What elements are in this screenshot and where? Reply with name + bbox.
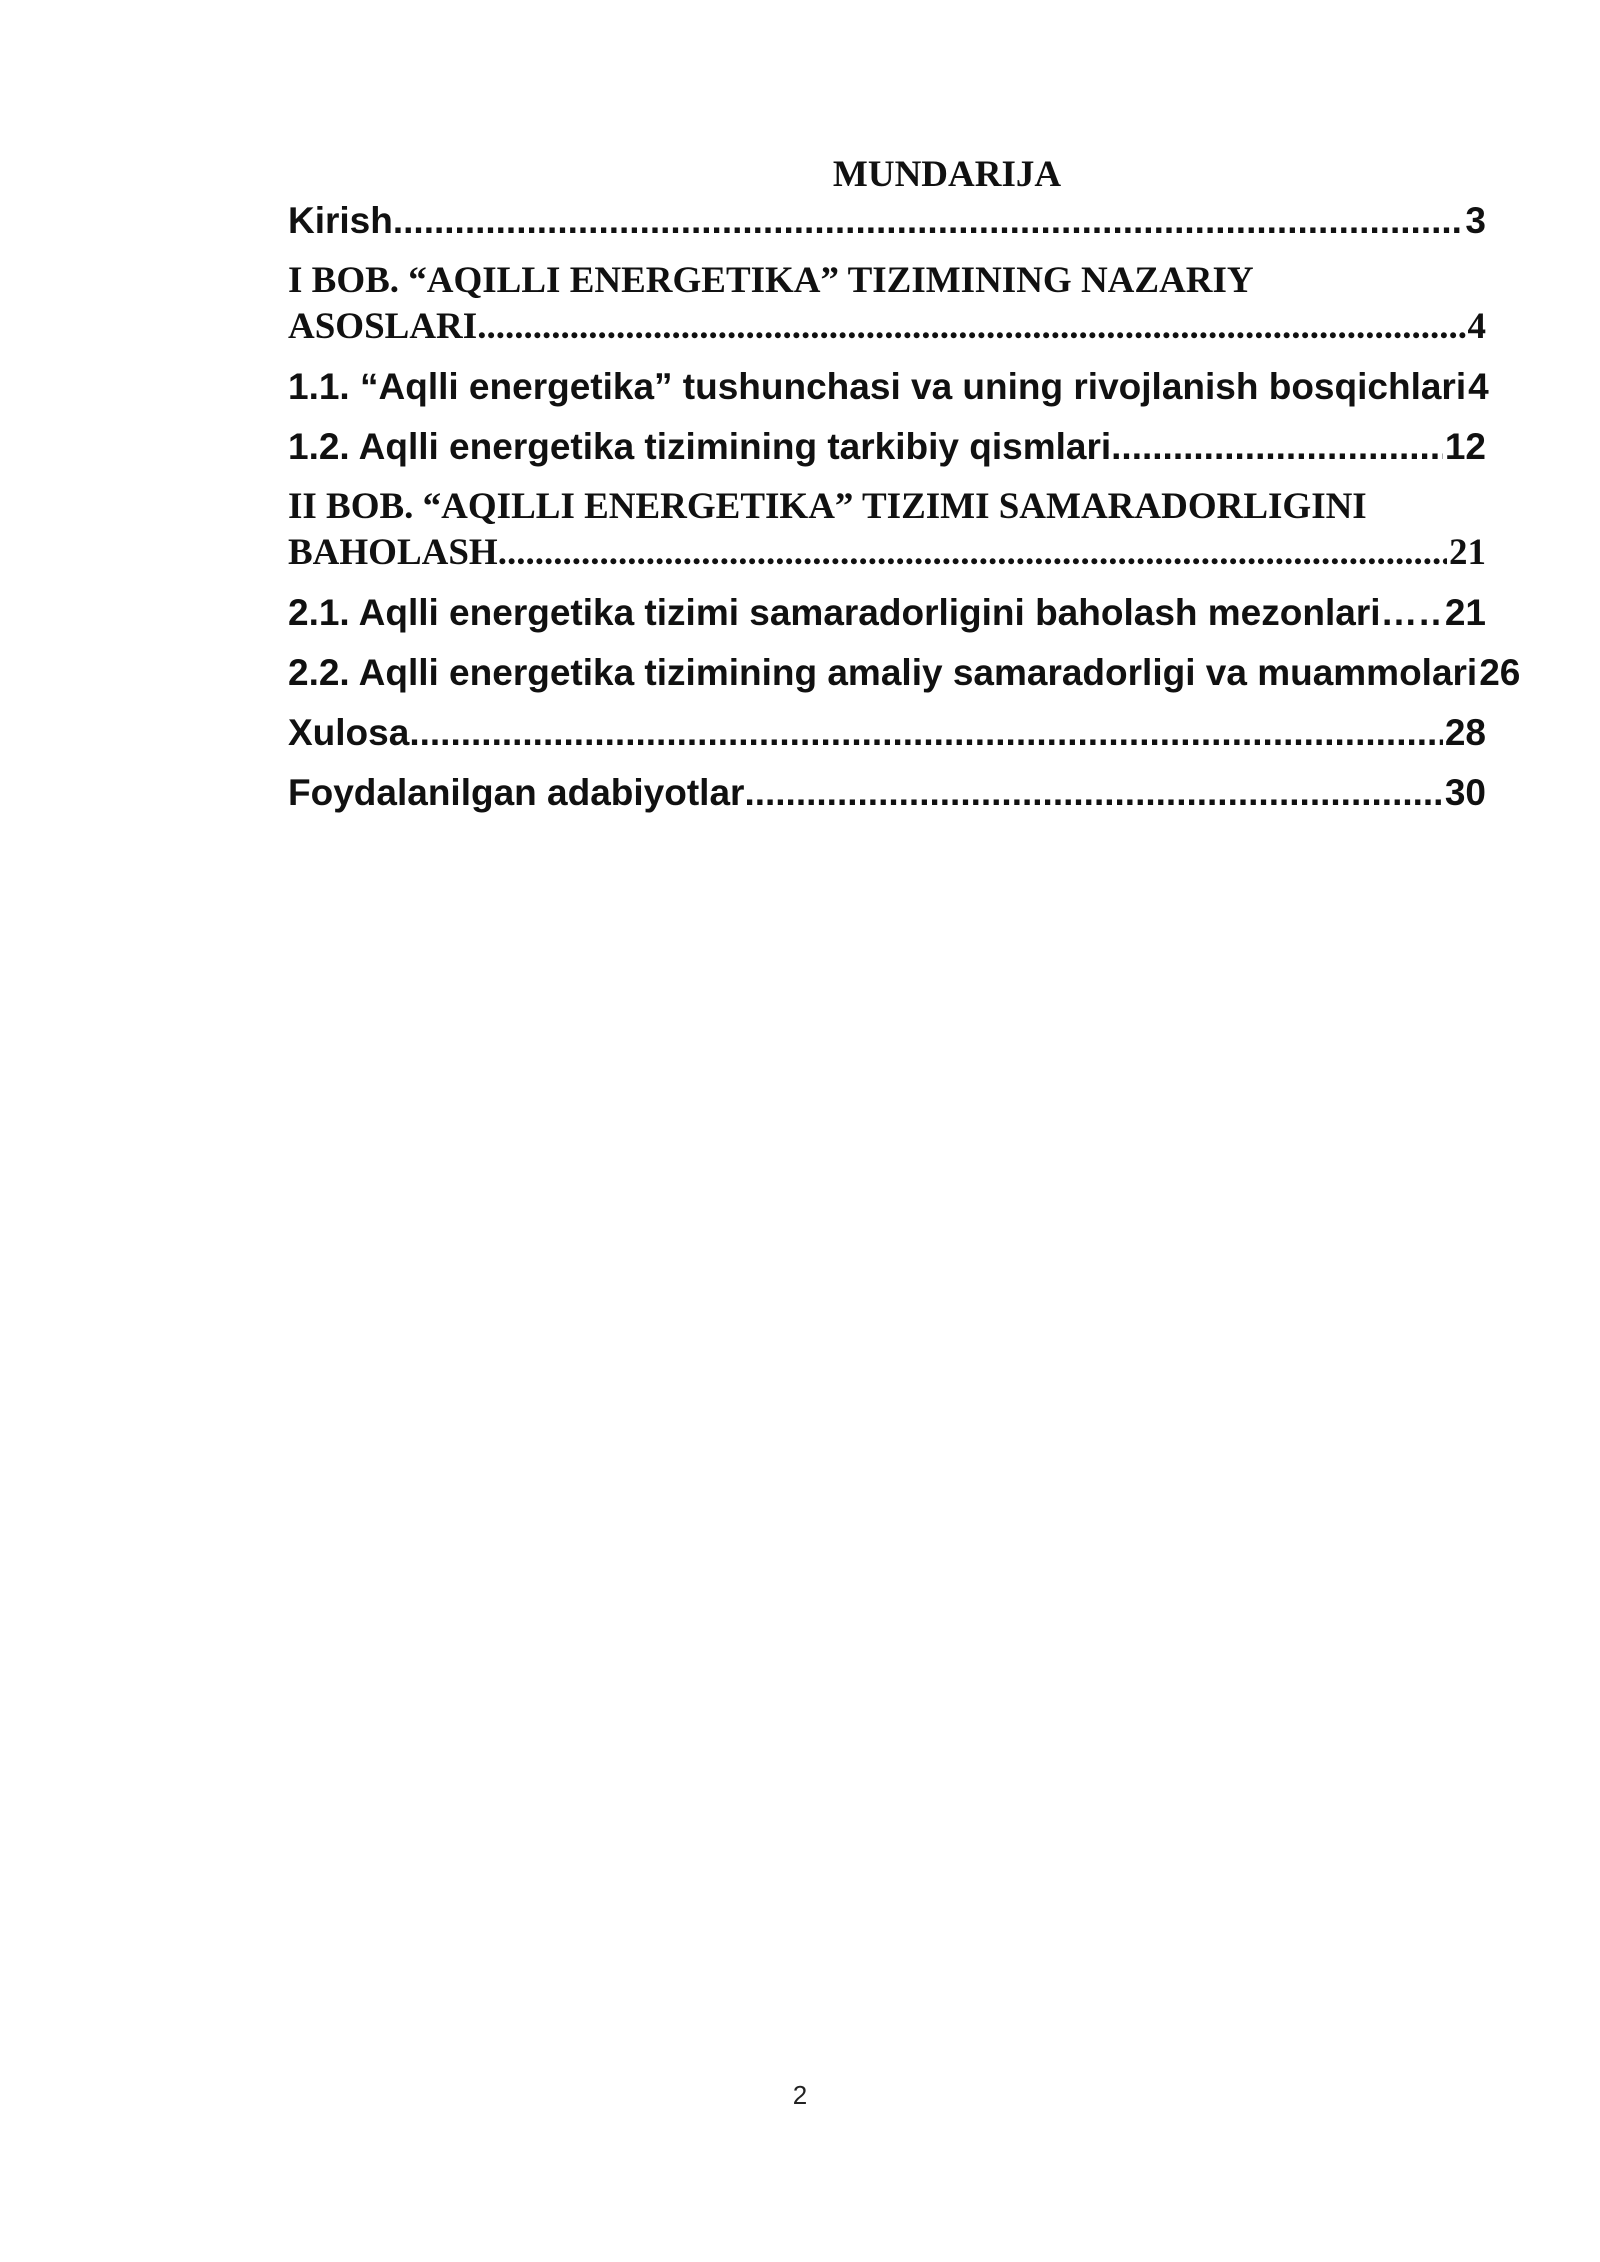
toc-entry-page: 4 [1468,366,1489,407]
toc-dot-leader [744,770,1442,816]
toc-dot-leader [477,304,1465,350]
toc-entry-section-2-2 [288,650,1521,696]
toc-entry-section-2-1 [288,590,1486,636]
toc-entry-label: ASOSLARI [288,306,478,347]
toc-entry-label: 1.1. “Aqlli energetika” tushunchasi va uning rivojlanish bosqichlari [288,366,1467,407]
table-of-contents [288,152,1521,816]
toc-title: MUNDARIJA [832,154,1062,195]
page-number: 2 [792,2080,808,2110]
toc-entry-label: Xulosa [288,712,410,753]
toc-entry-label: 1.2. Aqlli energetika tizimining tarkibiy qismlari [288,426,1112,467]
toc-dot-leader [393,198,1464,244]
toc-entry-section-1-1 [288,364,1489,410]
toc-entry-label: Foydalanilgan adabiyotlar [288,772,745,813]
toc-entry-references [288,770,1486,816]
toc-entry-chapter-2 [288,484,1486,576]
toc-entry-kirish [288,198,1486,244]
toc-dot-leader [409,710,1443,756]
toc-entry-xulosa [288,710,1486,756]
toc-entry-section-1-2 [288,424,1486,470]
toc-entry-page: 28 [1444,712,1486,753]
toc-entry-page: 21 [1449,532,1486,573]
toc-entry-page: 3 [1465,200,1486,241]
toc-entry-label: 2.1. Aqlli energetika tizimi samaradorligini baholash mezonlari [288,592,1381,633]
toc-entry-page: 26 [1479,652,1521,693]
toc-dot-leader [1381,590,1443,636]
toc-entry-label: BAHOLASH [288,532,498,573]
toc-entry-heading-line: II BOB. “AQILLI ENERGETIKA” TIZIMI SAMARADORLIGINI [288,486,1367,527]
toc-entry-label: Kirish [288,200,393,241]
toc-entry-page: 4 [1467,306,1486,347]
toc-entry-chapter-1 [288,258,1486,350]
toc-entry-page: 30 [1444,772,1486,813]
toc-entry-page: 12 [1444,426,1486,467]
toc-entry-page: 21 [1444,592,1486,633]
toc-dot-leader [1111,424,1443,470]
toc-entry-heading-line: I BOB. “AQILLI ENERGETIKA” TIZIMINING NAZARIY [288,260,1254,301]
toc-dot-leader [498,530,1447,576]
toc-entry-label: 2.2. Aqlli energetika tizimining amaliy samaradorligi va muammolari [288,652,1478,693]
